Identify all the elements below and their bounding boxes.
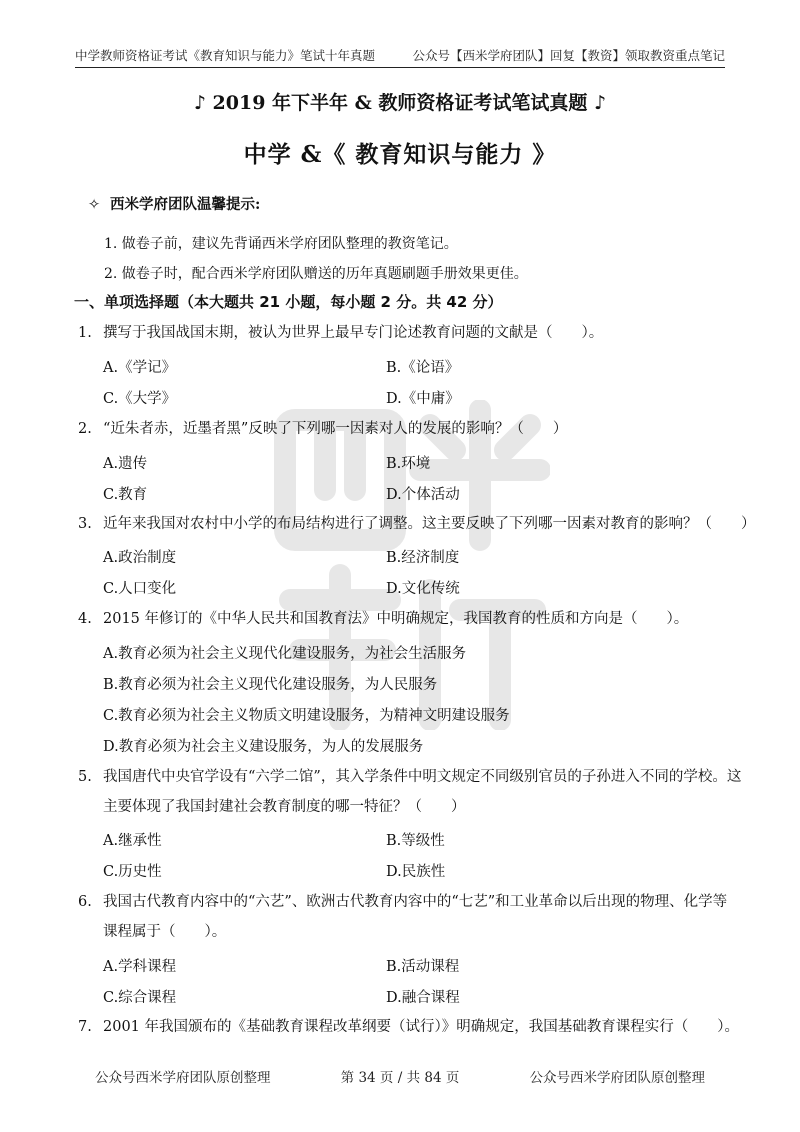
section-heading: 一、单项选择题（本大题共 21 小题，每小题 2 分。共 42 分） (74, 293, 503, 311)
option-c: C.教育必须为社会主义物质文明建设服务，为精神文明建设服务 (103, 708, 510, 724)
sparkle-icon: ✧ (88, 197, 101, 213)
tips-heading-text: 西米学府团队温馨提示: (110, 196, 261, 213)
question-7 (78, 1017, 739, 1037)
option-b: B.环境 (386, 456, 431, 472)
option-d: D.《中庸》 (386, 391, 460, 407)
question-2 (78, 419, 567, 439)
option-c: C.《大学》 (103, 391, 177, 407)
question-6 (78, 892, 727, 912)
option-d: D.民族性 (386, 864, 446, 880)
footer-left-text: 公众号西米学府团队原创整理 (95, 1070, 271, 1086)
option-d: D.融合课程 (386, 990, 460, 1006)
question-number: 6. (78, 894, 92, 910)
option-c: C.综合课程 (103, 990, 177, 1006)
option-c: C.历史性 (103, 864, 162, 880)
question-text-continued: 课程属于（ ）。 (103, 924, 227, 940)
question-number: 7. (78, 1019, 92, 1035)
question-4 (78, 609, 688, 629)
option-a: A.《学记》 (103, 360, 177, 376)
question-1 (78, 323, 603, 343)
question-number: 2. (78, 421, 92, 437)
tip-item: 2. 做卷子时，配合西米学府团队赠送的历年真题刷题手册效果更佳。 (104, 266, 528, 282)
header-left-text: 中学教师资格证考试《教育知识与能力》笔试十年真题 (75, 48, 376, 63)
option-a: A.继承性 (103, 833, 162, 849)
option-a: A.学科课程 (103, 959, 177, 975)
question-number: 5. (78, 769, 92, 785)
exam-title: ♪ 2019 年下半年 & 教师资格证考试笔试真题 ♪ (193, 92, 607, 114)
header-right-text: 公众号【西米学府团队】回复【教资】领取教资重点笔记 (412, 48, 725, 63)
option-d: D.教育必须为社会主义建设服务，为人的发展服务 (103, 739, 424, 755)
option-b: B.教育必须为社会主义现代化建设服务，为人民服务 (103, 677, 438, 693)
exam-subtitle: 中学 &《 教育知识与能力 》 (243, 141, 557, 168)
option-b: B.经济制度 (386, 550, 460, 566)
question-number: 1. (78, 325, 92, 341)
question-text: 我国唐代中央官学设有“六学二馆”，其入学条件中明文规定不同级别官员的子孙进入不同的学校。这 (103, 769, 742, 785)
option-c: C.人口变化 (103, 581, 177, 597)
option-b: B.《论语》 (386, 360, 460, 376)
question-number: 4. (78, 611, 92, 627)
question-text: “近朱者赤，近墨者黑”反映了下列哪一因素对人的发展的影响？（ ） (103, 421, 568, 437)
question-text: 2001 年我国颁布的《基础教育课程改革纲要（试行）》明确规定，我国基础教育课程实行（ ）。 (103, 1019, 740, 1035)
question-3 (78, 514, 756, 534)
option-d: D.个体活动 (386, 487, 460, 503)
question-text-continued: 主要体现了我国封建社会教育制度的哪一特征？（ ） (103, 799, 466, 815)
footer-right-text: 公众号西米学府团队原创整理 (529, 1070, 705, 1086)
option-b: B.等级性 (386, 833, 445, 849)
question-text: 我国古代教育内容中的“六艺”、欧洲古代教育内容中的“七艺”和工业革命以后出现的物理、化学等 (103, 894, 728, 910)
question-text: 2015 年修订的《中华人民共和国教育法》中明确规定，我国教育的性质和方向是（ ）。 (103, 611, 689, 627)
question-5 (78, 767, 741, 787)
option-c: C.教育 (103, 487, 148, 503)
option-b: B.活动课程 (386, 959, 460, 975)
question-number: 3. (78, 516, 92, 532)
tip-item: 1. 做卷子前，建议先背诵西米学府团队整理的教资笔记。 (104, 236, 458, 252)
option-a: A.政治制度 (103, 550, 177, 566)
option-a: A.教育必须为社会主义现代化建设服务，为社会生活服务 (103, 646, 467, 662)
tips-heading (88, 193, 260, 214)
page-header (75, 40, 725, 68)
option-a: A.遗传 (103, 456, 148, 472)
page-number: 第 34 页 / 共 84 页 (340, 1070, 460, 1086)
question-text: 近年来我国对农村中小学的布局结构进行了调整。这主要反映了下列哪一因素对教育的影响？（ ） (103, 516, 756, 532)
question-text: 撰写于我国战国末期，被认为世界上最早专门论述教育问题的文献是（ ）。 (103, 325, 604, 341)
option-d: D.文化传统 (386, 581, 460, 597)
